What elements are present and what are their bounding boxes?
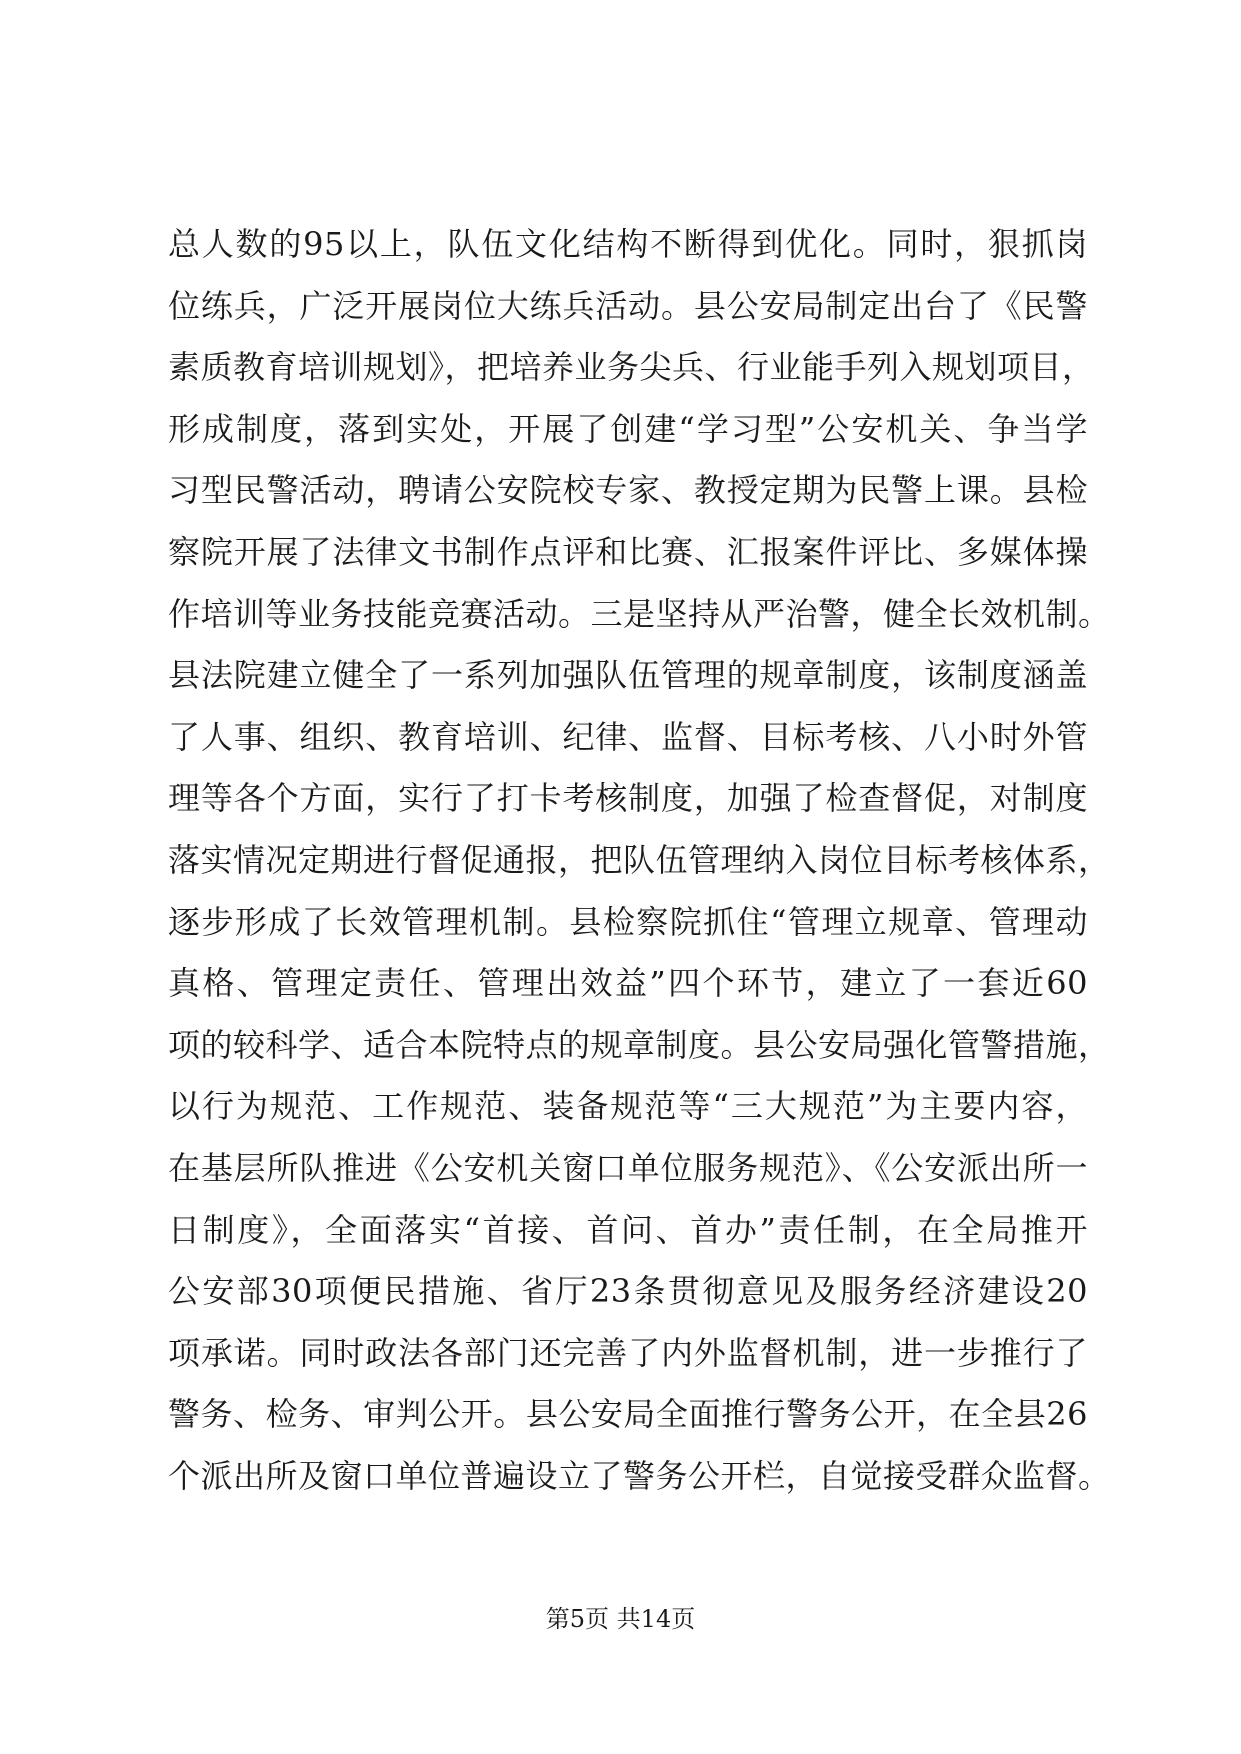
- text-line: 落实情况定期进行督促通报，把队伍管理纳入岗位目标考核体系，: [168, 840, 1111, 879]
- text-line: 总人数的95以上，队伍文化结构不断得到优化。同时，狠抓岗: [168, 225, 1088, 263]
- text-line: 逐步形成了长效管理机制。县检察院抓住“管理立规章、管理动: [168, 902, 1088, 941]
- text-line: 项的较科学、适合本院特点的规章制度。县公安局强化管警措施，: [168, 1025, 1111, 1064]
- text-line: 县法院建立健全了一系列加强队伍管理的规章制度，该制度涵盖: [168, 656, 1088, 695]
- text-line: 作培训等业务技能竞赛活动。三是坚持从严治警，健全长效机制。: [168, 594, 1111, 633]
- text-line: 警务、检务、审判公开。县公安局全面推行警务公开，在全县26: [168, 1395, 1088, 1434]
- text-line: 形成制度，落到实处，开展了创建“学习型”公安机关、争当学: [168, 409, 1088, 448]
- text-line: 个派出所及窗口单位普遍设立了警务公开栏，自觉接受群众监督。: [168, 1456, 1111, 1495]
- text-line: 察院开展了法律文书制作点评和比赛、汇报案件评比、多媒体操: [168, 532, 1088, 571]
- page-footer: 第5页 共14页: [545, 1605, 696, 1633]
- text-line: 位练兵，广泛开展岗位大练兵活动。县公安局制定出台了《民警: [168, 286, 1088, 325]
- text-line: 以行为规范、工作规范、装备规范等“三大规范”为主要内容，: [168, 1087, 1088, 1126]
- text-line: 项承诺。同时政法各部门还完善了内外监督机制，进一步推行了: [168, 1333, 1088, 1372]
- text-line: 理等各个方面，实行了打卡考核制度，加强了检查督促，对制度: [168, 779, 1088, 818]
- text-line: 真格、管理定责任、管理出效益”四个环节，建立了一套近60: [168, 964, 1088, 1003]
- text-line: 了人事、组织、教育培训、纪律、监督、目标考核、八小时外管: [168, 717, 1088, 756]
- text-line: 在基层所队推进《公安机关窗口单位服务规范》、《公安派出所一: [168, 1148, 1088, 1187]
- text-line: 习型民警活动，聘请公安院校专家、教授定期为民警上课。县检: [168, 471, 1088, 510]
- text-line: 日制度》，全面落实“首接、首问、首办”责任制，在全局推开: [168, 1210, 1088, 1249]
- body-text: [168, 224, 1111, 1517]
- text-line: 公安部30项便民措施、省厅23条贯彻意见及服务经济建设20: [168, 1272, 1088, 1311]
- text-line: 素质教育培训规划》，把培养业务尖兵、行业能手列入规划项目，: [168, 348, 1095, 387]
